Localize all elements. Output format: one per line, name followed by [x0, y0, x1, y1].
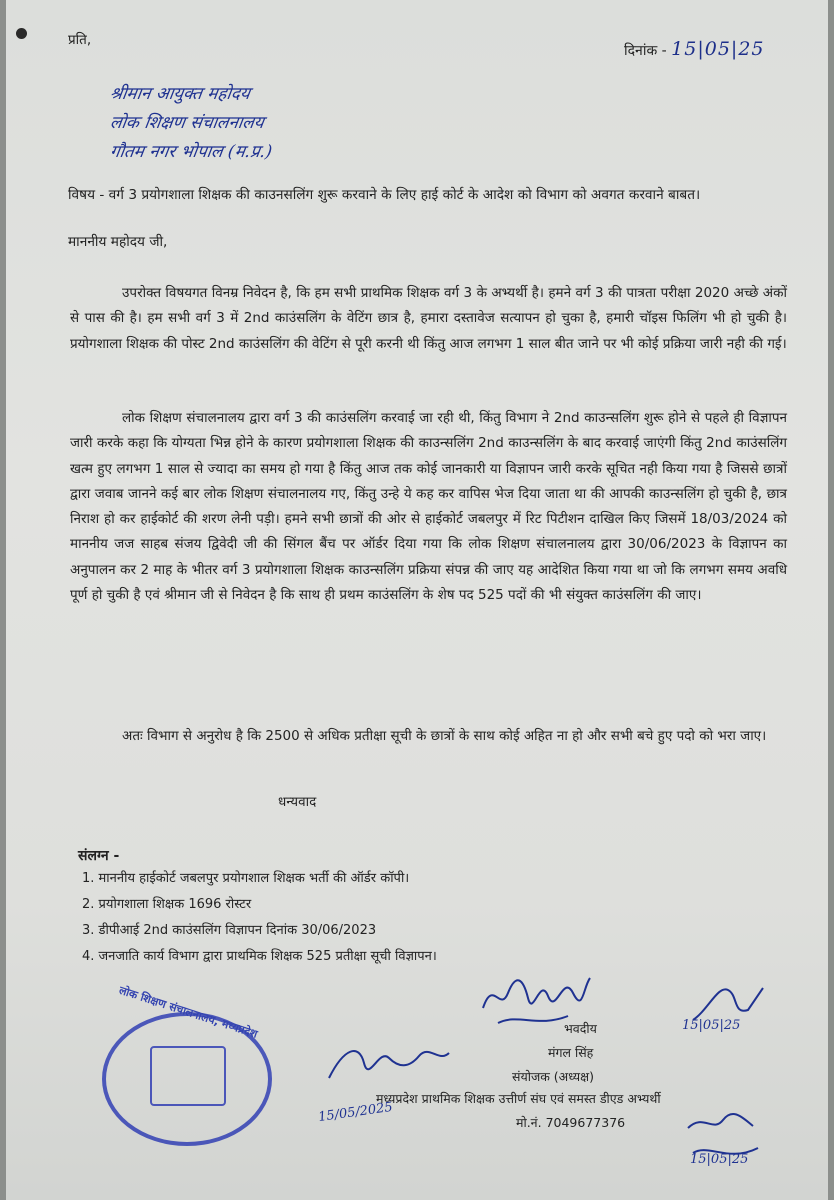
body-paragraph-3: अतः विभाग से अनुरोध है कि 2500 से अधिक प्रतीक्षा सूची के छात्रों के साथ कोई अहित ना हो और सभी बचे हुए पदो को भरा जाए। [122, 728, 767, 744]
organization-rest: प्राथमिक शिक्षक उत्तीर्ण संघ एवं समस्त डीएड अभ्यर्थी [421, 1091, 661, 1106]
signature-scribble-bottom [678, 1108, 768, 1178]
signature-scribble-left [324, 1038, 454, 1088]
enclosure-item: 2. प्रयोगशाला शिक्षक 1696 रोस्टर [82, 897, 252, 912]
organization-line [376, 1090, 661, 1107]
recipient-address-handwritten [110, 80, 272, 167]
enclosure-title: संलग्न - [78, 848, 120, 864]
handwritten-date-bottom: 15|05|25 [690, 1152, 749, 1167]
salutation: माननीय महोदय जी, [68, 234, 168, 250]
subject-line: विषय - वर्ग 3 प्रयोगशाला शिक्षक की काउनसलिंग शुरू करवाने के लिए हाई कोर्ट के आदेश को विभाग को अवगत करवाने बाबत। [68, 187, 701, 203]
enclosure-list [82, 866, 437, 970]
handwritten-date-left: 15/05/2025 [317, 1099, 394, 1126]
body-paragraph-2: लोक शिक्षण संचालनालय द्वारा वर्ग 3 की काउंसलिंग करवाई जा रही थी, किंतु विभाग ने 2nd काउन्सलिंग शुरू होने से पहले ही विज्ञापन जारी करके कहा कि योग्यता भिन्न होने के कारण प्रयोगशाला शिक्षक की काउन्सलिंग 2nd काउन्सलिंग के बाद करवाई जाएंगी किंतु 2nd काउंसलिंग खत्म हुए लगभग 1 साल से ज्यादा का समय हो गया है किंतु आज तक कोई जानकारी या विज्ञापन जारी करके सूचित नही किया गया है जिससे छात्रों द्वारा जवाब जानने कई बार लोक शिक्षण संचालनालय गए, किंतु उन्हे ये कह कर वापिस भेज दिया जाता था की आपकी काउन्सलिंग हो चुकी है, छात्र निराश हो कर हाईकोर्ट की शरण लेनी पड़ी। हमने सभी छात्रों की ओर से हाईकोर्ट जबलपुर में रिट पिटीशन दाखिल किए जिसमें 18/03/2024 को माननीय जज साहब संजय द्विवेदी जी की सिंगल बैंच पर ऑर्डर दिया गया कि लोक शिक्षण संचालनालय द्वारा 30/06/2023 के विज्ञापन का अनुपालन कर 2 माह के भीतर वर्ग 3 प्रयोगशाला शिक्षक काउन्सलिंग प्रक्रिया संपन्न की जाए यह आदेशित किया गया था जो कि लगभग समय अवधि पूर्ण हो चुकी है एवं श्रीमान जी से निवेदन है कि साथ ही प्रथम काउंसलिंग के शेष पद 525 पदों की भी संयुक्त काउंसलिंग की जाए। [70, 410, 787, 604]
address-line-3: गौतम नगर भोपाल (म.प्र.) [108, 142, 274, 162]
enclosure-item: 3. डीपीआई 2nd काउंसलिंग विज्ञापन दिनांक 30/06/2023 [82, 923, 377, 938]
letter-page [6, 0, 828, 1200]
pin-hole-mark [16, 28, 27, 39]
date-label: दिनांक - [624, 43, 667, 59]
mobile-number: मो.नं. 7049677376 [516, 1115, 626, 1130]
to-label: प्रति, [68, 32, 92, 48]
organization-prefix: मध्यप्रदेश [376, 1091, 418, 1106]
enclosure-item: 1. माननीय हाईकोर्ट जबलपुर प्रयोगशाल शिक्षक भर्ती की ऑर्डर कॉपी। [82, 871, 410, 886]
address-line-1: श्रीमान आयुक्त महोदय [108, 84, 252, 104]
date-handwritten: 15|05|25 [671, 38, 765, 60]
closing-text: भवदीय [564, 1021, 597, 1036]
signer-name: मंगल सिंह [548, 1045, 594, 1060]
signer-designation: संयोजक (अध्यक्ष) [512, 1069, 595, 1084]
handwritten-date-right: 15|05|25 [682, 1018, 741, 1033]
stamp-text: लोक शिक्षण संचालनालय, मध्यप्रदेश [117, 983, 260, 1041]
stamp-inner-box [150, 1046, 226, 1106]
body-paragraph-1: उपरोक्त विषयगत विनम्र निवेदन है, कि हम सभी प्राथमिक शिक्षक वर्ग 3 के अभ्यर्थी है। हमने वर्ग 3 की पात्रता परीक्षा 2020 अच्छे अंकों से पास की है। हम सभी वर्ग 3 में 2nd काउंसलिंग के वेटिंग छात्र है, हमारा दस्तावेज सत्यापन हो चुका है, हमारी चॉइस फिलिंग भी हो चुकी है। प्रयोगशाला शिक्षक की पोस्ट 2nd काउंसलिंग की वेटिंग से पूरी करनी थी किंतु आज लगभग 1 साल बीत जाने पर भी कोई प्रक्रिया जारी नही की गई। [70, 285, 787, 352]
address-line-2: लोक शिक्षण संचालनालय [108, 113, 266, 133]
thanks-text: धन्यवाद [278, 794, 317, 810]
enclosure-item: 4. जनजाति कार्य विभाग द्वारा प्राथमिक शिक्षक 525 प्रतीक्षा सूची विज्ञापन। [82, 949, 437, 964]
date-line [624, 38, 765, 60]
